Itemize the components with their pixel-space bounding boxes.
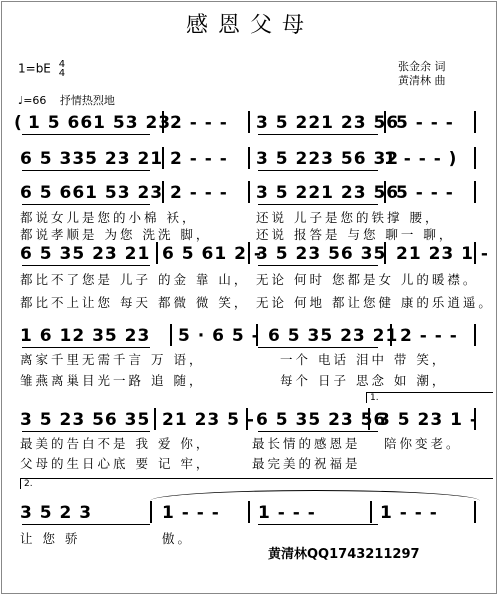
measure-notes: 5 - - - bbox=[396, 183, 454, 203]
beam-line bbox=[22, 347, 150, 348]
measure-notes: 1 - - - bbox=[162, 503, 220, 523]
lyric-text: 无论 何地 都让您健 康的乐逍遥。 bbox=[256, 295, 494, 310]
barline bbox=[474, 181, 476, 203]
measure-notes: 2 - - - bbox=[170, 149, 228, 169]
beam-line bbox=[22, 524, 150, 525]
barline bbox=[384, 242, 386, 264]
lyric-text: 陪你变老。 bbox=[384, 436, 462, 451]
notation-row bbox=[0, 410, 500, 430]
barline bbox=[162, 181, 164, 203]
measure-notes: 6 5 35 23 56 bbox=[256, 410, 387, 430]
barline bbox=[248, 181, 250, 203]
lyric-text: 雏燕离巢目光一路 追 随， bbox=[20, 373, 205, 388]
measure-notes: 1 - - - bbox=[258, 503, 316, 523]
barline bbox=[474, 324, 476, 346]
barline bbox=[248, 111, 250, 133]
notation-row bbox=[0, 326, 500, 346]
volta-bracket-1 bbox=[366, 392, 493, 403]
barline bbox=[256, 324, 258, 346]
measure-notes: 6 5 35 23 21 bbox=[268, 326, 399, 346]
lyric-text: 让 您 骄 bbox=[20, 531, 81, 546]
tempo-marking bbox=[18, 92, 115, 108]
time-numerator: 4 bbox=[58, 59, 66, 70]
measure-notes: 21 23 5 - bbox=[162, 410, 255, 430]
measure-notes: 21 23 1 - bbox=[396, 244, 489, 264]
lyric-text: 最长情的感恩是 bbox=[252, 436, 361, 451]
barline bbox=[248, 242, 250, 264]
barline bbox=[248, 147, 250, 169]
key-signature bbox=[18, 60, 65, 78]
lyric-text: 每个 日子 思念 如 潮， bbox=[280, 373, 448, 388]
measure-notes: 6 5 335 23 21 bbox=[20, 149, 164, 169]
lyric-text: 无论 何时 您都是女 儿的暖襟。 bbox=[256, 272, 479, 287]
lyric-text: 离家千里无需千言 万 语， bbox=[20, 352, 205, 367]
barline bbox=[384, 111, 386, 133]
signature-credit: 黄清林QQ1743211297 bbox=[268, 547, 420, 562]
lyric-text: 父母的生日心底 要 记 牢， bbox=[20, 456, 212, 471]
barline bbox=[474, 408, 476, 430]
measure-notes: 6 5 661 53 23 bbox=[20, 183, 164, 203]
composer: 黄清林 曲 bbox=[398, 74, 446, 87]
time-denominator: 4 bbox=[58, 68, 66, 79]
beam-line bbox=[22, 431, 150, 432]
beam-line bbox=[258, 134, 378, 135]
notation-row bbox=[0, 149, 500, 169]
barline bbox=[390, 324, 392, 346]
measure-notes: 1 6 12 35 23 bbox=[20, 326, 151, 346]
measure-notes: 5 · 6 5 - bbox=[178, 326, 260, 346]
measure-notes: 3 5 23 1 - bbox=[378, 410, 478, 430]
measure-notes: 3 5 221 23 56 bbox=[256, 113, 400, 133]
lyric-text: 傲。 bbox=[162, 531, 194, 546]
measure-notes: 3 5 23 56 35 bbox=[256, 244, 387, 264]
beam-line bbox=[258, 431, 378, 432]
measure-notes: 1 5 661 53 23 bbox=[28, 113, 172, 133]
barline bbox=[156, 242, 158, 264]
barline bbox=[162, 111, 164, 133]
barline bbox=[474, 111, 476, 133]
beam-line bbox=[22, 170, 150, 171]
measure-notes: 3 5 2 3 bbox=[20, 503, 93, 523]
volta-bracket-2 bbox=[20, 478, 493, 489]
lyric-text: 都说孝顺是 为您 洗洗 脚， bbox=[20, 227, 212, 242]
measure-notes: 1 - - - bbox=[380, 503, 438, 523]
beam-line bbox=[258, 204, 378, 205]
measure-notes: 6 5 35 23 21 bbox=[20, 244, 151, 264]
barline bbox=[170, 324, 172, 346]
lyric-text: 都比不上让您 每天 都微 微 笑， bbox=[20, 295, 250, 310]
barline bbox=[474, 501, 476, 523]
beam-line bbox=[258, 265, 378, 266]
barline bbox=[154, 408, 156, 430]
barline bbox=[474, 242, 476, 264]
measure-notes: 2 - - - bbox=[170, 183, 228, 203]
barline bbox=[474, 147, 476, 169]
beam-line bbox=[22, 134, 150, 135]
notation-row bbox=[0, 183, 500, 203]
beam-line bbox=[258, 170, 378, 171]
measure-notes: 5 - - - bbox=[396, 113, 454, 133]
measure-notes: 6 5 61 2 - bbox=[162, 244, 262, 264]
expression-marking: 抒情热烈地 bbox=[59, 94, 115, 107]
measure-notes: 3 5 23 56 35 bbox=[20, 410, 151, 430]
barline bbox=[370, 501, 372, 523]
barline bbox=[246, 408, 248, 430]
lyric-text: 一个 电话 泪中 带 笑， bbox=[280, 352, 448, 367]
lyric-text: 最完美的祝福是 bbox=[252, 456, 361, 471]
measure-notes: ( bbox=[14, 113, 23, 133]
barline bbox=[368, 408, 370, 430]
lyric-text: 都说女儿是您的小棉 袄， bbox=[20, 210, 198, 225]
measure-notes: 3 5 221 23 56 bbox=[256, 183, 400, 203]
lyric-text: 最美的告白不是 我 爱 你， bbox=[20, 436, 212, 451]
measure-notes: 2 - - - bbox=[400, 326, 458, 346]
key-label: 1=bE bbox=[18, 61, 51, 76]
beam-line bbox=[22, 204, 150, 205]
barline bbox=[384, 181, 386, 203]
notation-row bbox=[0, 503, 500, 523]
measure-notes: 2 - - - bbox=[170, 113, 228, 133]
barline bbox=[150, 501, 152, 523]
song-title: 感恩父母 bbox=[185, 13, 314, 38]
beam-line bbox=[258, 347, 378, 348]
measure-notes: 3 5 223 56 32 bbox=[256, 149, 400, 169]
lyric-text: 都比不了您是 儿子 的金 靠 山， bbox=[20, 272, 250, 287]
volta-2-label: 2. bbox=[24, 479, 33, 489]
barline bbox=[248, 501, 250, 523]
barline bbox=[162, 147, 164, 169]
time-signature bbox=[59, 60, 65, 78]
beam-line bbox=[258, 524, 378, 525]
lyric-text: 还说 报答是 与您 聊一 聊， bbox=[256, 227, 455, 242]
volta-1-label: 1. bbox=[370, 393, 379, 403]
notation-row bbox=[0, 244, 500, 264]
measure-notes: 1 - - - ) bbox=[384, 149, 458, 169]
lyricist: 张金余 词 bbox=[398, 60, 446, 73]
beam-line bbox=[22, 265, 150, 266]
tempo-value: ♩=66 bbox=[18, 94, 47, 107]
notation-row bbox=[0, 113, 500, 133]
lyric-text: 还说 儿子是您的铁撑 腰， bbox=[256, 210, 441, 225]
